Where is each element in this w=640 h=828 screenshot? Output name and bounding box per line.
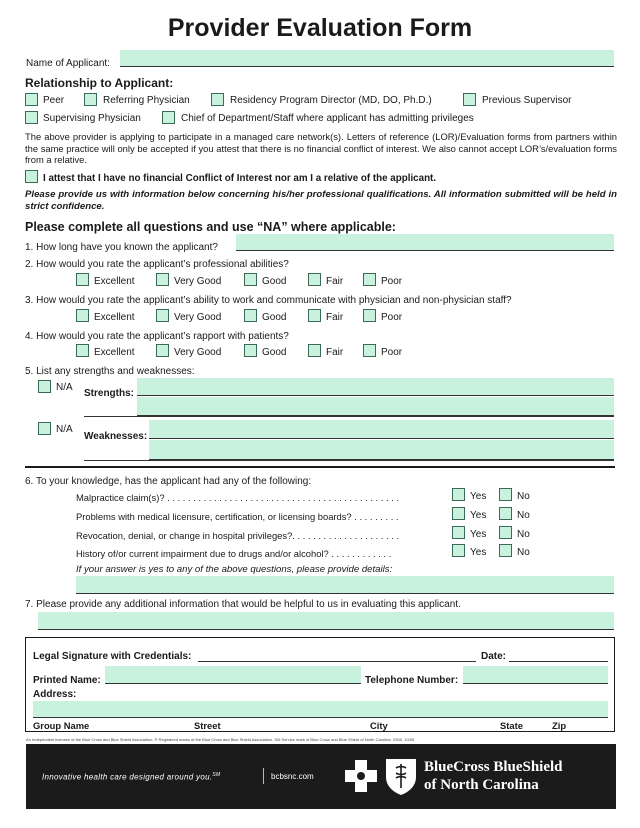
residency-director-label: Residency Program Director (MD, DO, Ph.D.) [230, 95, 432, 106]
q6-privileges-no-label: No [517, 529, 530, 540]
referring-physician-label: Referring Physician [103, 95, 190, 106]
confidential-text: Please provide us with information below concerning his/her professional qualifications. All information submitted will be held in strict confidence. [25, 189, 617, 212]
residency-director-checkbox[interactable] [211, 93, 224, 106]
q6-malpractice-yes-label: Yes [470, 491, 487, 502]
q6-details-input[interactable] [76, 576, 614, 594]
signature-input[interactable] [198, 661, 476, 662]
q6-malpractice-label: Malpractice claim(s)? . . . . . . . . . . . . . . . . . . . . . . . . . . . . . . . . . . . . . . . . . . . . . [76, 492, 399, 503]
q3-excellent-label: Excellent [94, 312, 135, 323]
q2-fair-checkbox[interactable] [308, 273, 321, 286]
previous-supervisor-checkbox[interactable] [463, 93, 476, 106]
q6-malpractice-no-checkbox[interactable] [499, 488, 512, 501]
weaknesses-underline [84, 460, 614, 461]
q6-impairment-no-checkbox[interactable] [499, 544, 512, 557]
q3-fair-label: Fair [326, 312, 344, 323]
signature-label: Legal Signature with Credentials: [33, 651, 192, 662]
q4-poor-checkbox[interactable] [363, 344, 376, 357]
q3-fair-checkbox[interactable] [308, 309, 321, 322]
fine-print: An Independent licensee of the Blue Cross and Blue Shield Association. ® Registered marks of the Blue Cross and Blue Shield Association. SM Service mark of Blue Cross and Blue Shield of North Carolina. V500, 10/05 [26, 737, 415, 742]
q4-very-good-label: Very Good [174, 347, 222, 358]
section-divider [25, 466, 615, 468]
printed-name-input[interactable] [105, 666, 361, 684]
q4-good-label: Good [262, 347, 287, 358]
state-label: State [500, 720, 523, 731]
q6-licensure-no-checkbox[interactable] [499, 507, 512, 520]
q2-very-good-label: Very Good [174, 276, 222, 287]
weaknesses-input-line-1[interactable] [149, 420, 614, 439]
q2-good-checkbox[interactable] [244, 273, 257, 286]
weaknesses-na-label: N/A [56, 424, 73, 435]
group-name-label: Group Name [33, 720, 90, 731]
question-1: 1. How long have you known the applicant? [25, 242, 218, 253]
q2-poor-label: Poor [381, 276, 403, 287]
question-5: 5. List any strengths and weaknesses: [25, 366, 195, 377]
q6-malpractice-yes-checkbox[interactable] [452, 488, 465, 501]
q6-privileges-yes-checkbox[interactable] [452, 526, 465, 539]
relationship-heading: Relationship to Applicant: [25, 76, 174, 90]
strengths-input-line-2[interactable] [137, 397, 614, 416]
q3-poor-label: Poor [381, 312, 403, 323]
q2-fair-label: Fair [326, 276, 344, 287]
name-input[interactable] [120, 50, 614, 67]
q4-excellent-checkbox[interactable] [76, 344, 89, 357]
supervising-physician-label: Supervising Physician [43, 113, 141, 124]
q7-input[interactable] [38, 612, 614, 630]
q6-impairment-yes-label: Yes [470, 547, 487, 558]
q4-good-checkbox[interactable] [244, 344, 257, 357]
chief-department-checkbox[interactable] [162, 111, 175, 124]
q6-licensure-yes-label: Yes [470, 510, 487, 521]
footer-sm-mark: SM [212, 772, 221, 778]
referring-physician-checkbox[interactable] [84, 93, 97, 106]
q2-excellent-checkbox[interactable] [76, 273, 89, 286]
city-label: City [370, 720, 388, 731]
footer-url[interactable]: bcbsnc.com [271, 772, 314, 781]
q6-privileges-no-checkbox[interactable] [499, 526, 512, 539]
q4-fair-label: Fair [326, 347, 344, 358]
q6-details-label: If your answer is yes to any of the above questions, please provide details: [76, 564, 393, 575]
q4-very-good-checkbox[interactable] [156, 344, 169, 357]
weaknesses-label: Weaknesses: [84, 431, 148, 442]
footer-divider [263, 768, 264, 784]
telephone-input[interactable] [463, 666, 608, 684]
brand-line-1: BlueCross BlueShield [424, 759, 563, 775]
date-label: Date: [481, 651, 507, 662]
weaknesses-input-line-2[interactable] [149, 440, 614, 460]
zip-label: Zip [552, 720, 567, 731]
footer-tagline: Innovative health care designed around you. [42, 772, 213, 782]
q2-good-label: Good [262, 276, 287, 287]
strengths-na-checkbox[interactable] [38, 380, 51, 393]
q2-poor-checkbox[interactable] [363, 273, 376, 286]
q6-privileges-label: Revocation, denial, or change in hospital privileges?. . . . . . . . . . . . . . . . . . . . . [76, 530, 400, 541]
q6-impairment-label: History of/or current impairment due to drugs and/or alcohol? . . . . . . . . . . . . [76, 548, 392, 559]
peer-checkbox[interactable] [25, 93, 38, 106]
name-label: Name of Applicant: [26, 58, 110, 69]
complete-heading: Please complete all questions and use “NA” where applicable: [25, 220, 396, 234]
question-3: 3. How would you rate the applicant’s ability to work and communicate with physician and non-physician staff? [25, 295, 512, 306]
q3-good-label: Good [262, 312, 287, 323]
intro-text: The above provider is applying to participate in a managed care network(s). Letters of reference (LOR)/Evaluation forms from partners within the same practice will only be accepted if you attest that there is no financial conflict of interest. We also cannot accept LOR’s/evaluation forms from a relative. [25, 131, 617, 165]
q3-very-good-checkbox[interactable] [156, 309, 169, 322]
strengths-na-label: N/A [56, 382, 73, 393]
question-6: 6. To your knowledge, has the applicant had any of the following: [25, 476, 312, 487]
q6-licensure-label: Problems with medical licensure, certification, or licensing boards? . . . . . . . . . [76, 511, 399, 522]
page-title: Provider Evaluation Form [167, 14, 473, 42]
q4-poor-label: Poor [381, 347, 403, 358]
question-7: 7. Please provide any additional information that would be helpful to us in evaluating this applicant. [25, 599, 461, 610]
q3-excellent-checkbox[interactable] [76, 309, 89, 322]
footer-banner [26, 744, 616, 809]
q6-impairment-yes-checkbox[interactable] [452, 544, 465, 557]
peer-label: Peer [43, 95, 65, 106]
q6-impairment-no-label: No [517, 547, 530, 558]
address-label: Address: [33, 689, 77, 700]
attest-text: I attest that I have no financial Conflict of Interest nor am I a relative of the applicant. [43, 173, 437, 184]
strengths-label: Strengths: [84, 388, 134, 399]
q6-privileges-yes-label: Yes [470, 529, 487, 540]
previous-supervisor-label: Previous Supervisor [482, 95, 572, 106]
brand-line-2: of North Carolina [424, 777, 539, 793]
printed-name-label: Printed Name: [33, 675, 101, 686]
telephone-label: Telephone Number: [365, 675, 459, 686]
q4-fair-checkbox[interactable] [308, 344, 321, 357]
address-input[interactable] [33, 701, 608, 718]
supervising-physician-checkbox[interactable] [25, 111, 38, 124]
blue-shield-icon [383, 756, 419, 796]
q1-input[interactable] [236, 234, 614, 251]
strengths-underline [84, 416, 614, 417]
q2-excellent-label: Excellent [94, 276, 135, 287]
q3-good-checkbox[interactable] [244, 309, 257, 322]
q2-very-good-checkbox[interactable] [156, 273, 169, 286]
question-2: 2. How would you rate the applicant’s professional abilities? [25, 259, 289, 270]
q6-licensure-yes-checkbox[interactable] [452, 507, 465, 520]
attest-checkbox[interactable] [25, 170, 38, 183]
chief-department-label: Chief of Department/Staff where applicant has admitting privileges [181, 113, 474, 124]
q3-very-good-label: Very Good [174, 312, 222, 323]
q4-excellent-label: Excellent [94, 347, 135, 358]
blue-cross-icon [344, 758, 378, 794]
street-label: Street [194, 720, 221, 731]
q3-poor-checkbox[interactable] [363, 309, 376, 322]
weaknesses-na-checkbox[interactable] [38, 422, 51, 435]
q6-licensure-no-label: No [517, 510, 530, 521]
q6-malpractice-no-label: No [517, 491, 530, 502]
strengths-input-line-1[interactable] [137, 378, 614, 396]
question-4: 4. How would you rate the applicant’s rapport with patients? [25, 331, 289, 342]
date-input[interactable] [509, 661, 608, 662]
